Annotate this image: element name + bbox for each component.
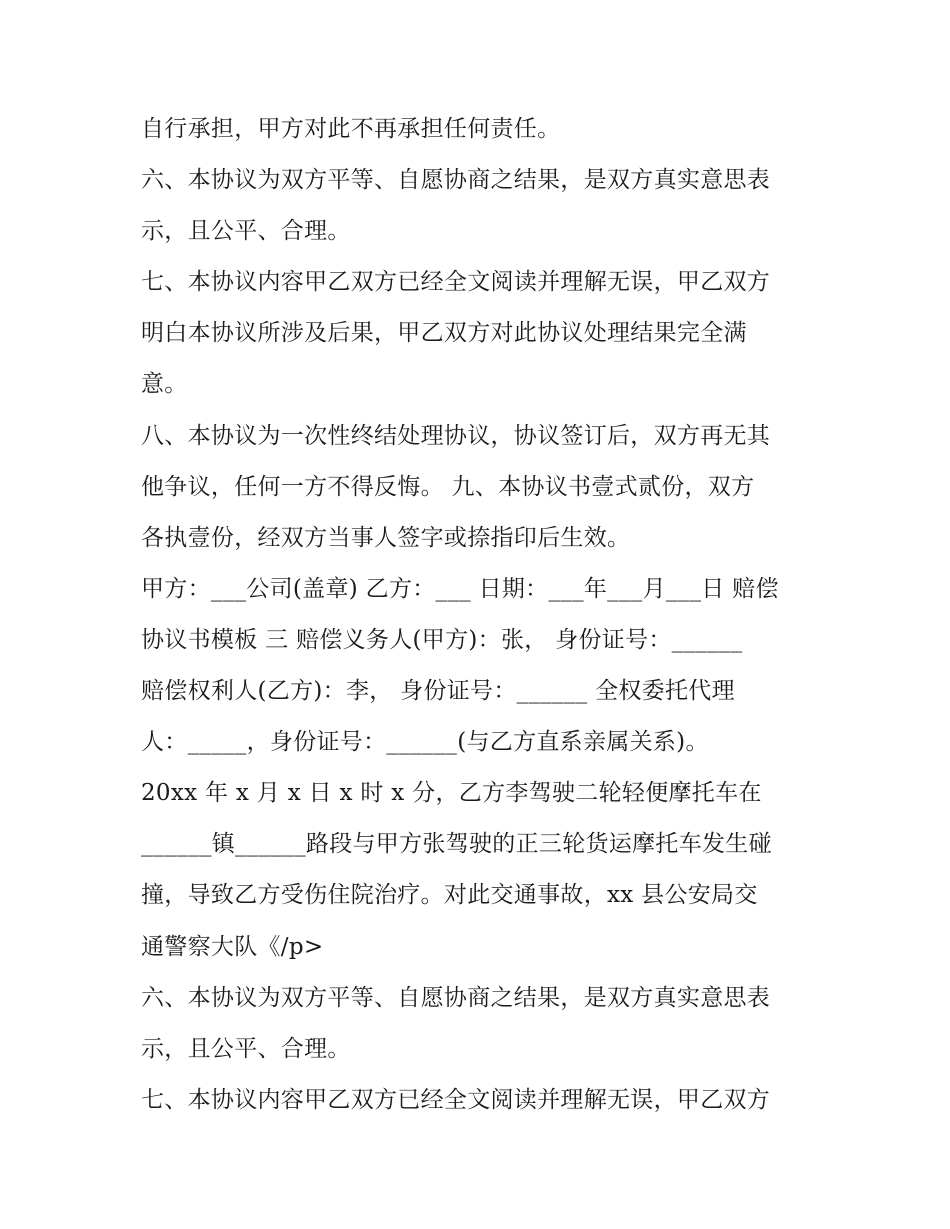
text-line: 七、本协议内容甲乙双方已经全文阅读并理解无误，甲乙双方 xyxy=(141,269,771,296)
text-line: 八、本协议为一次性终结处理协议，协议签订后，双方再无其 xyxy=(141,422,771,449)
text-line: 七、本协议内容甲乙双方已经全文阅读并理解无误，甲乙双方 xyxy=(141,1086,771,1113)
text-line: 赔偿权利人(乙方)：李， 身份证号：______ 全权委托代理 xyxy=(141,678,735,705)
text-line: 20xx 年 x 月 x 日 x 时 x 分，乙方李驾驶二轮轻便摩托车在 xyxy=(141,780,762,807)
text-line: 协议书模板 三 赔偿义务人(甲方)：张， 身份证号：______ xyxy=(141,626,743,653)
text-line: 通警察大队《/p> xyxy=(141,933,324,960)
text-line: 撞，导致乙方受伤住院治疗。对此交通事故，xx 县公安局交 xyxy=(141,882,758,909)
text-line: 意。 xyxy=(141,371,188,398)
text-line: 自行承担，甲方对此不再承担任何责任。 xyxy=(141,116,561,142)
text-line: 示，且公平、合理。 xyxy=(141,1035,351,1062)
text-line: 人：_____，身份证号：______(与乙方直系亲属关系)。 xyxy=(141,729,709,756)
text-line: 各执壹份，经双方当事人签字或捺指印后生效。 xyxy=(141,524,631,551)
text-line: 明白本协议所涉及后果，甲乙双方对此协议处理结果完全满 xyxy=(141,320,747,347)
text-line: 六、本协议为双方平等、自愿协商之结果，是双方真实意思表 xyxy=(141,167,771,194)
text-line: ______镇______路段与甲方张驾驶的正三轮货运摩托车发生碰 xyxy=(141,831,772,858)
agreement-text xyxy=(141,104,831,1126)
text-line: 示，且公平、合理。 xyxy=(141,218,351,245)
text-line: 甲方：___公司(盖章) 乙方：___ 日期：___年___月___日 赔偿 xyxy=(141,575,779,602)
text-line: 他争议，任何一方不得反悔。 九、本协议书壹式贰份，双方 xyxy=(141,473,755,500)
text-line: 六、本协议为双方平等、自愿协商之结果，是双方真实意思表 xyxy=(141,984,771,1011)
